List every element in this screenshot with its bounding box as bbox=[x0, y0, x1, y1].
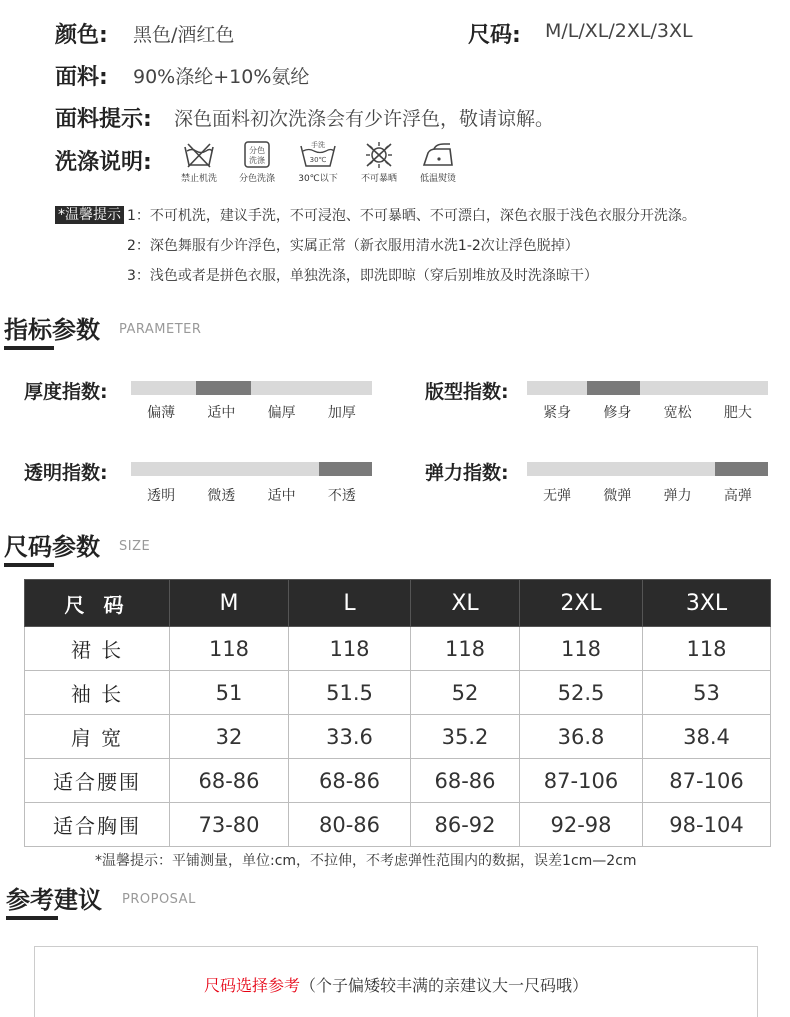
proposal-box bbox=[34, 946, 758, 1017]
index-option: 不透 bbox=[327, 488, 356, 504]
row-header-cell: 适合腰围 bbox=[25, 759, 170, 803]
care-caption: 30℃以下 bbox=[298, 174, 338, 184]
size-label: 尺码: bbox=[468, 23, 521, 48]
size-section-title: 尺码参数 bbox=[4, 533, 100, 561]
param-section-title: 指标参数 bbox=[4, 316, 100, 344]
index-track bbox=[131, 462, 372, 476]
size-value-cell: 118 bbox=[289, 627, 411, 671]
size-value-cell: 36.8 bbox=[520, 715, 643, 759]
size-value-cell: 33.6 bbox=[289, 715, 411, 759]
index-track bbox=[527, 381, 768, 395]
index-label: 厚度指数: bbox=[24, 381, 108, 403]
index-option: 修身 bbox=[603, 405, 632, 421]
svg-text:洗涤: 洗涤 bbox=[249, 156, 265, 165]
index-option: 弹力 bbox=[663, 488, 692, 504]
fabric-label: 面料: bbox=[55, 65, 108, 90]
index-level bbox=[319, 462, 372, 476]
index-track bbox=[131, 381, 372, 395]
size-value-cell: 92-98 bbox=[520, 803, 643, 847]
section-underline bbox=[4, 346, 54, 350]
section-underline bbox=[4, 563, 54, 567]
color-label: 颜色: bbox=[55, 23, 108, 48]
fabric-tip-label: 面料提示: bbox=[55, 107, 152, 132]
size-table-row bbox=[25, 715, 771, 759]
proposal-text bbox=[35, 973, 757, 996]
index-option: 微透 bbox=[207, 488, 236, 504]
size-value-cell: 118 bbox=[411, 627, 520, 671]
index-option: 高弹 bbox=[723, 488, 752, 504]
size-value-cell: 52.5 bbox=[520, 671, 643, 715]
size-note: *温馨提示：平铺测量，单位:cm，不拉伸，不考虑弹性范围内的数据，误差1cm—2cm bbox=[95, 853, 637, 869]
index-option: 加厚 bbox=[327, 405, 356, 421]
size-value-cell: 35.2 bbox=[411, 715, 520, 759]
size-value-cell: 118 bbox=[170, 627, 289, 671]
header-cell: XL bbox=[411, 580, 520, 627]
index-option: 适中 bbox=[267, 488, 296, 504]
size-section-subtitle: SIZE bbox=[119, 539, 151, 554]
size-value-cell: 53 bbox=[643, 671, 771, 715]
section-underline bbox=[6, 916, 58, 920]
tip-line: 2：深色舞服有少许浮色，实属正常（新衣服用清水洗1-2次让浮色脱掉） bbox=[127, 238, 579, 254]
size-value-cell: 32 bbox=[170, 715, 289, 759]
index-option: 透明 bbox=[147, 488, 176, 504]
size-value-cell: 68-86 bbox=[411, 759, 520, 803]
size-value-cell: 68-86 bbox=[170, 759, 289, 803]
header-cell: 2XL bbox=[520, 580, 643, 627]
size-value-cell: 51.5 bbox=[289, 671, 411, 715]
size-value-cell: 98-104 bbox=[643, 803, 771, 847]
index-option: 宽松 bbox=[663, 405, 692, 421]
size-table-row bbox=[25, 759, 771, 803]
proposal-section-subtitle: PROPOSAL bbox=[122, 892, 196, 907]
index-label: 透明指数: bbox=[24, 462, 108, 484]
header-cell: M bbox=[170, 580, 289, 627]
low-temp-iron-icon bbox=[414, 141, 462, 184]
size-value-cell: 51 bbox=[170, 671, 289, 715]
size-value-cell: 118 bbox=[520, 627, 643, 671]
index-option: 偏薄 bbox=[147, 405, 176, 421]
index-option: 微弹 bbox=[603, 488, 632, 504]
no-machine-wash-icon bbox=[175, 141, 223, 184]
proposal-rest: （个子偏矮较丰满的亲建议大一尺码哦） bbox=[300, 976, 589, 995]
row-header-cell: 袖 长 bbox=[25, 671, 170, 715]
hand-wash-30-icon bbox=[294, 141, 342, 184]
index-level bbox=[715, 462, 768, 476]
wash-label: 洗涤说明: bbox=[55, 150, 152, 175]
care-caption: 禁止机洗 bbox=[180, 174, 217, 184]
row-header-cell: 裙 长 bbox=[25, 627, 170, 671]
index-option: 偏厚 bbox=[267, 405, 296, 421]
size-table bbox=[24, 579, 771, 847]
size-value-cell: 38.4 bbox=[643, 715, 771, 759]
separate-wash-icon bbox=[233, 141, 281, 184]
size-table-row bbox=[25, 671, 771, 715]
size-table-header bbox=[25, 580, 771, 627]
size-value: M/L/XL/2XL/3XL bbox=[545, 20, 693, 42]
size-value-cell: 52 bbox=[411, 671, 520, 715]
row-header-cell: 肩 宽 bbox=[25, 715, 170, 759]
size-value-cell: 87-106 bbox=[520, 759, 643, 803]
tips-badge bbox=[55, 204, 124, 224]
header-cell: L bbox=[289, 580, 411, 627]
no-sun-dry-icon bbox=[355, 141, 403, 184]
size-table-row bbox=[25, 803, 771, 847]
index-level bbox=[196, 381, 251, 395]
size-value-cell: 80-86 bbox=[289, 803, 411, 847]
svg-text:分色: 分色 bbox=[249, 146, 265, 155]
index-option: 适中 bbox=[207, 405, 236, 421]
size-table-row bbox=[25, 627, 771, 671]
svg-text:手洗: 手洗 bbox=[311, 141, 325, 149]
care-caption: 不可暴晒 bbox=[360, 174, 397, 184]
tips-badge-text: *温馨提示 bbox=[55, 206, 124, 224]
size-value-cell: 73-80 bbox=[170, 803, 289, 847]
index-label: 版型指数: bbox=[425, 381, 509, 403]
index-track bbox=[527, 462, 768, 476]
size-value-cell: 87-106 bbox=[643, 759, 771, 803]
size-value-cell: 68-86 bbox=[289, 759, 411, 803]
fabric-value: 90%涤纶+10%氨纶 bbox=[133, 66, 310, 88]
index-label: 弹力指数: bbox=[425, 462, 509, 484]
tip-line: 1：不可机洗，建议手洗，不可浸泡、不可暴晒、不可漂白，深色衣服于浅色衣服分开洗涤。 bbox=[127, 208, 696, 224]
header-cell: 3XL bbox=[643, 580, 771, 627]
care-caption: 分色洗涤 bbox=[238, 174, 275, 184]
fabric-tip-value: 深色面料初次洗涤会有少许浮色，敬请谅解。 bbox=[174, 108, 555, 130]
index-option: 肥大 bbox=[723, 405, 752, 421]
tip-line: 3：浅色或者是拼色衣服，单独洗涤，即洗即晾（穿后别堆放及时洗涤晾干） bbox=[127, 268, 598, 284]
index-level bbox=[587, 381, 640, 395]
size-value-cell: 86-92 bbox=[411, 803, 520, 847]
proposal-section-title: 参考建议 bbox=[6, 886, 102, 914]
index-option: 无弹 bbox=[543, 488, 572, 504]
care-caption: 低温熨烫 bbox=[419, 174, 456, 184]
header-cell: 尺 码 bbox=[25, 580, 170, 627]
color-value: 黑色/酒红色 bbox=[133, 24, 235, 46]
size-value-cell: 118 bbox=[643, 627, 771, 671]
index-option: 紧身 bbox=[543, 405, 572, 421]
param-section-subtitle: PARAMETER bbox=[119, 322, 202, 337]
row-header-cell: 适合胸围 bbox=[25, 803, 170, 847]
svg-text:30℃: 30℃ bbox=[309, 156, 327, 164]
proposal-highlight: 尺码选择参考 bbox=[203, 976, 300, 995]
